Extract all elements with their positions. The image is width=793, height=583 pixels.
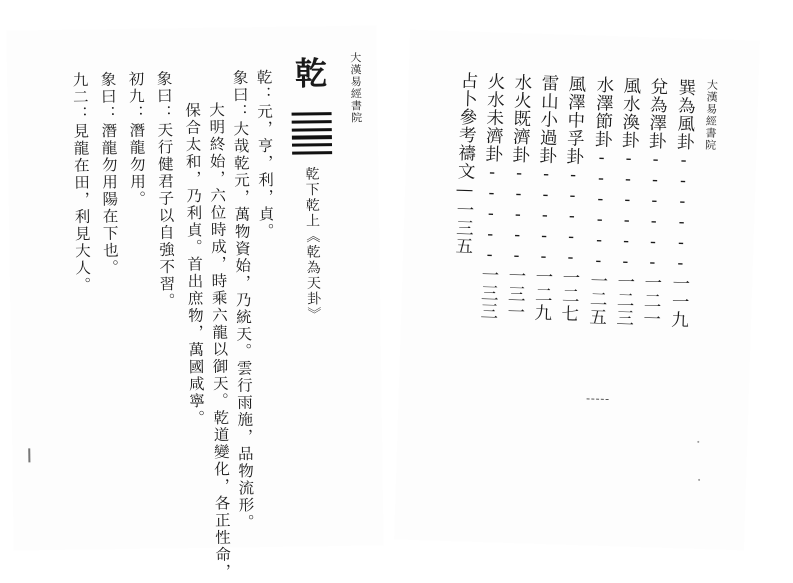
toc-title: 風澤中孚卦 — [563, 74, 587, 166]
scan-speck — [697, 441, 699, 443]
toc-title: 水澤節卦 — [591, 75, 615, 149]
toc-page: 一三三 — [477, 265, 500, 321]
toc-entry — [477, 72, 506, 321]
toc-page: 一三一 — [504, 266, 527, 322]
toc-title: 兌為澤卦 — [645, 77, 669, 151]
page-header: 大漢易經書院 — [348, 51, 363, 124]
left-page — [6, 25, 383, 581]
toc-leader: ----- — [506, 163, 530, 267]
toc-leader: ------ — [642, 149, 666, 274]
text-column-8: 九二：見龍在田，利見大人。 — [70, 71, 92, 295]
toc-title: 水火既濟卦 — [509, 72, 533, 164]
toc-entry — [558, 74, 587, 323]
toc-title: 雷山小過卦 — [536, 73, 560, 165]
toc-leader: ----- — [560, 165, 584, 269]
trigram-note: 乾下乾上《乾為天卦》 — [303, 166, 322, 323]
toc-page: 一二九 — [531, 267, 554, 323]
toc-page: 一三五 — [452, 200, 475, 256]
toc-entry — [640, 77, 669, 328]
right-page — [394, 30, 760, 551]
toc-entry — [531, 73, 560, 323]
toc-title: 占卜參考禱文 — [454, 71, 479, 181]
toc-page: 一二五 — [586, 271, 609, 327]
scan-dash-mark — [587, 398, 609, 402]
toc-leader: ------ — [588, 147, 612, 272]
text-column-7: 象曰：潛龍勿用陽在下也。 — [98, 71, 120, 277]
text-column-3: 大明終始，六位時成，時乘六龍以御天。乾道變化，各正性命， — [206, 101, 232, 581]
text-column-1: 乾：元，亨，利，貞。 — [254, 68, 275, 241]
text-column-5: 象曰：天行健君子以自強不習。 — [154, 70, 176, 310]
toc-title: 風水渙卦 — [618, 76, 642, 150]
text-column-4: 保合太和，乃利貞。首出庶物，萬國咸寧。 — [182, 101, 206, 428]
toc-entry — [586, 75, 615, 327]
scan-speck — [698, 479, 700, 481]
text-column-2: 象曰：大哉乾元，萬物資始，乃統天。雲行雨施，品物流形。 — [230, 69, 255, 532]
toc-page: 一一九 — [668, 273, 691, 329]
toc-leader: ----- — [479, 162, 503, 267]
toc-entry — [668, 78, 697, 329]
toc-leader: ----- — [533, 164, 557, 268]
text-column-6: 初九：潛龍勿用。 — [126, 70, 147, 208]
toc-leader: ------ — [615, 148, 639, 273]
hexagram-symbol — [292, 112, 333, 159]
toc-leader: ------ — [670, 150, 694, 275]
toc-entry — [613, 76, 642, 328]
toc-title: 火水未濟卦 — [482, 72, 506, 164]
toc-page: 一二一 — [640, 273, 663, 328]
scan-edge-mark — [28, 448, 30, 462]
toc-entry — [452, 71, 479, 256]
page-header: 大漢易經書院 — [703, 78, 719, 152]
toc-page: 一二七 — [558, 267, 581, 323]
toc-entry — [504, 72, 533, 322]
toc-page: 一二三 — [613, 272, 636, 328]
hexagram-title: 乾 — [289, 56, 329, 89]
toc-leader: — — [454, 179, 475, 201]
toc-title: 巽為風卦 — [673, 78, 697, 152]
